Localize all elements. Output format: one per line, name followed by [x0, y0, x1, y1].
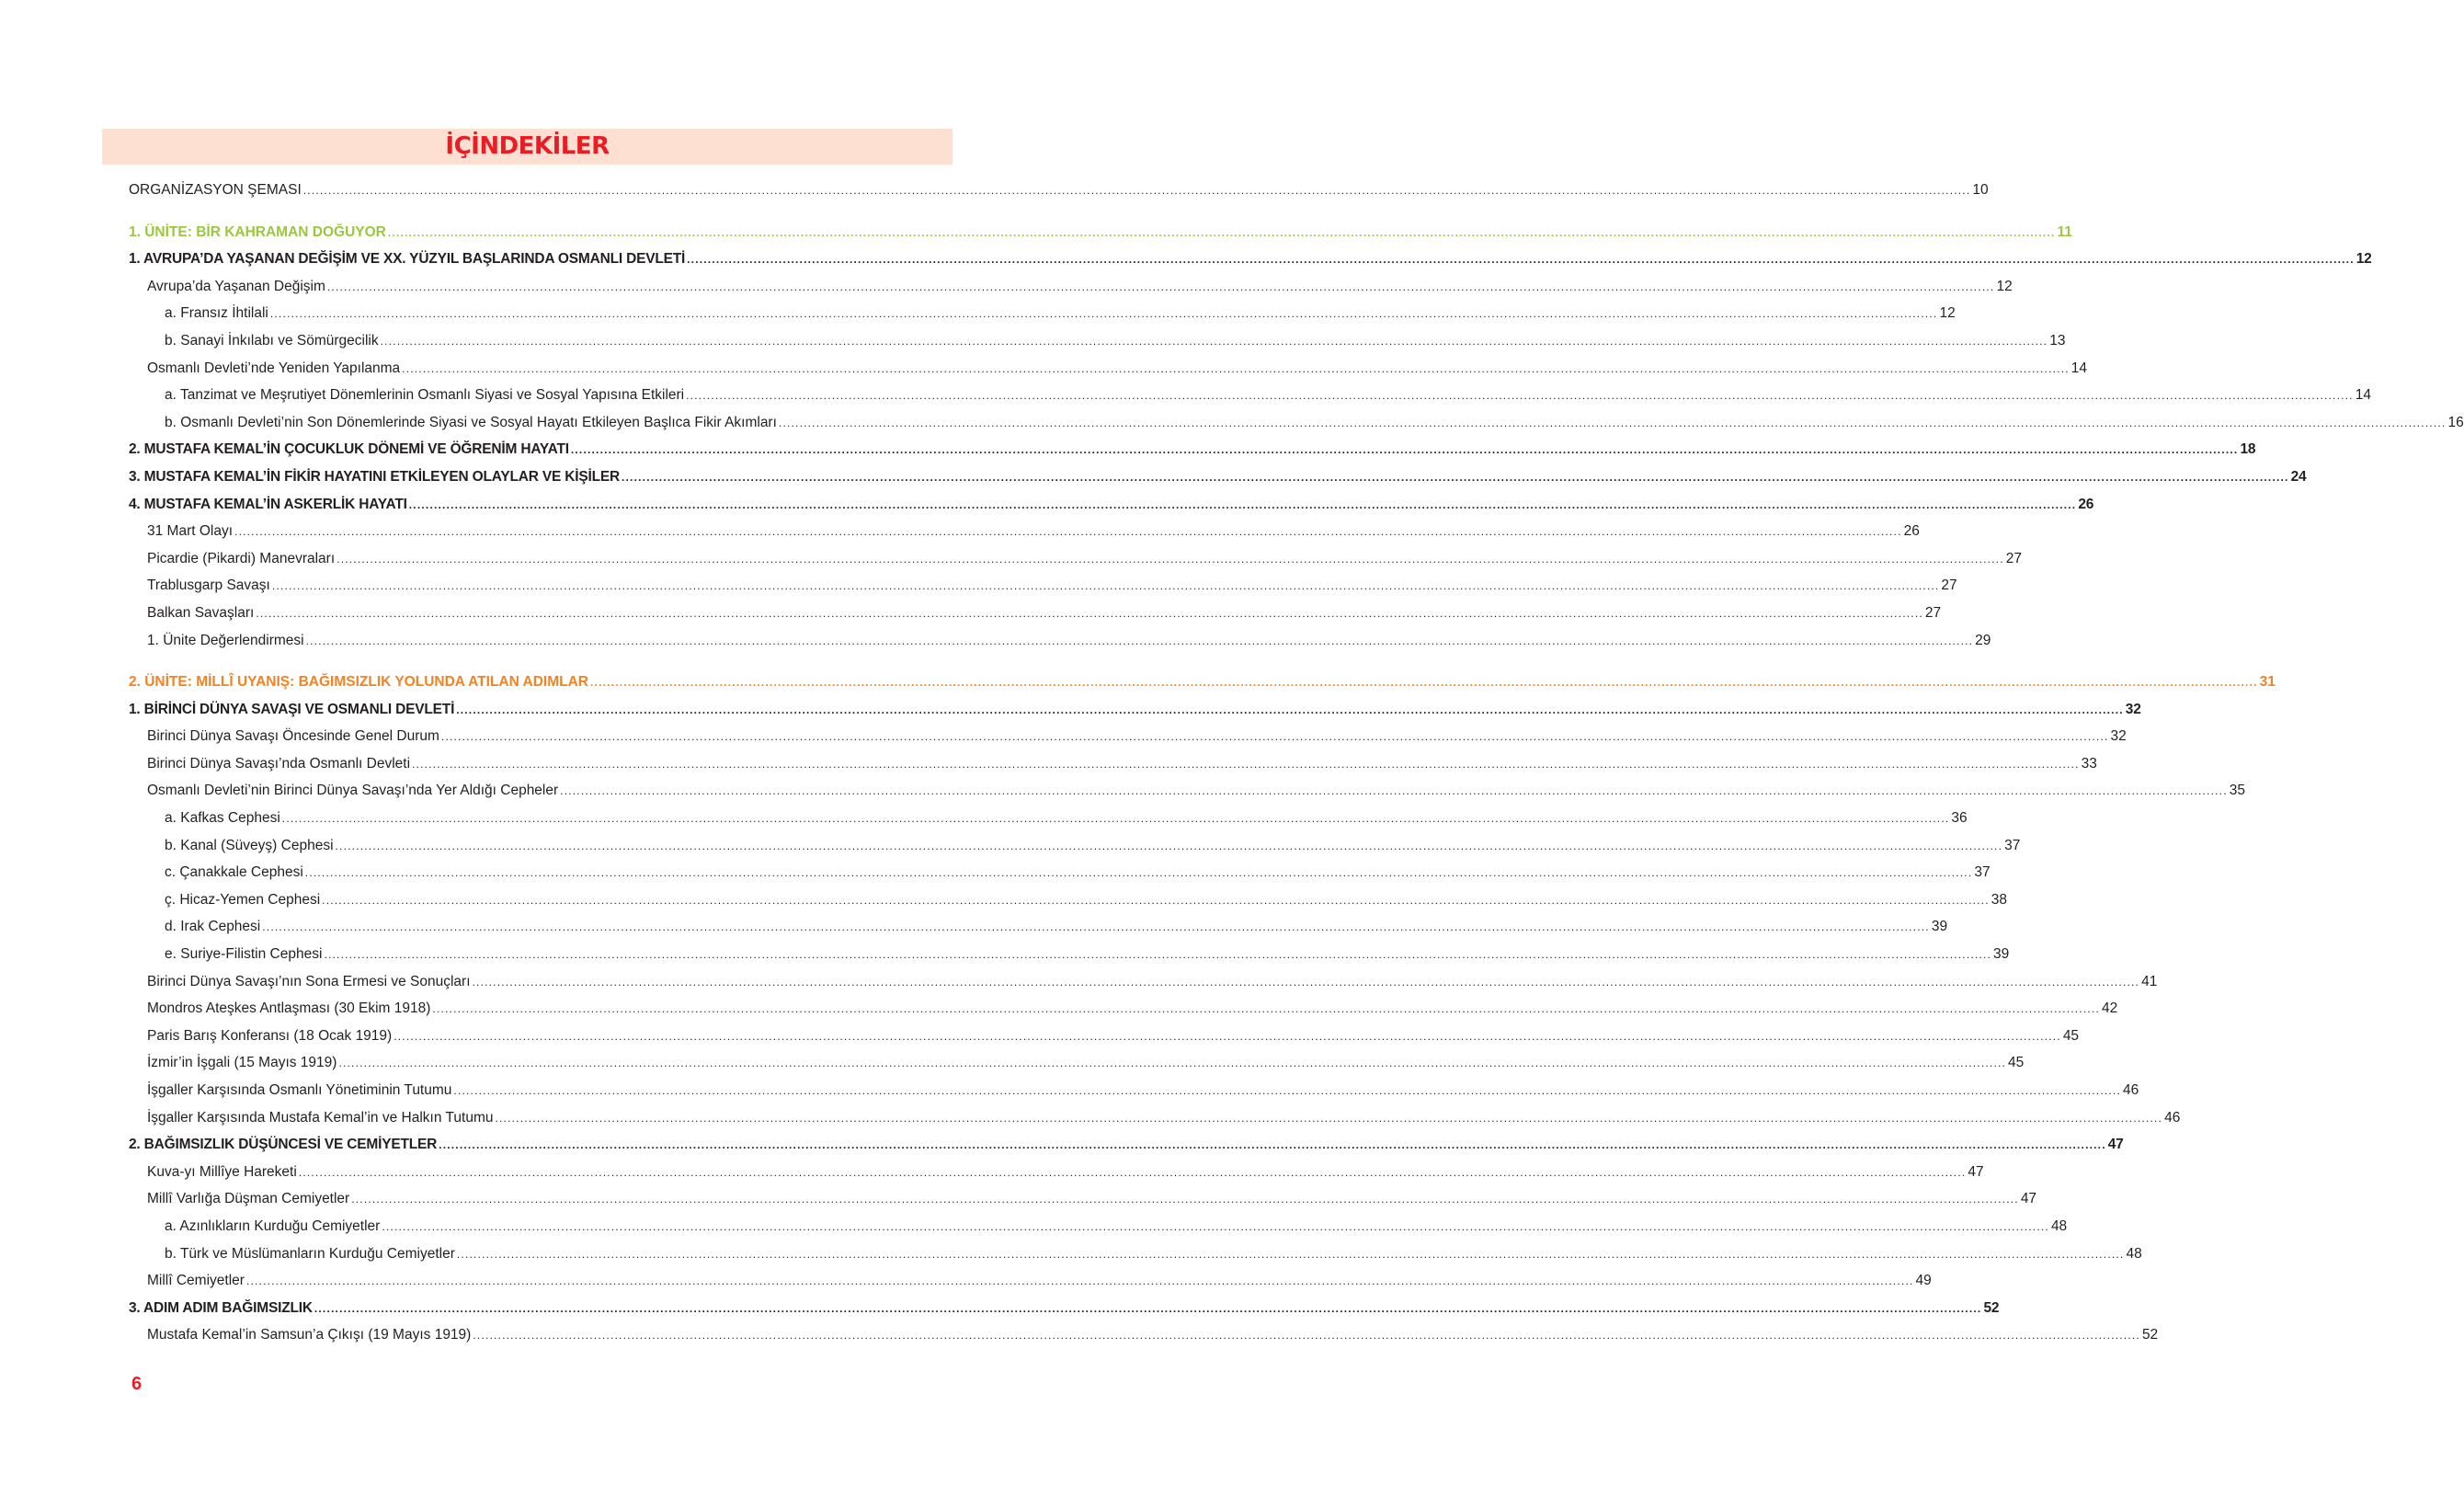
entry-label: İzmir’in İşgali (15 Mayıs 1919) — [147, 1055, 337, 1071]
entry-label: 2. MUSTAFA KEMAL’İN ÇOCUKLUK DÖNEMİ VE ÖĞRENİM HAYATI — [129, 441, 569, 458]
toc-chapter[interactable] — [129, 1137, 2124, 1164]
dot-leader: ................................................................................................................................................................................................................................................................................................................................................................................................................ — [269, 307, 1938, 321]
entry-page: 52 — [1983, 1299, 2000, 1316]
entry-page: 14 — [2070, 360, 2088, 376]
dot-leader: ................................................................................................................................................................................................................................................................................................................................................................................................................ — [305, 634, 1974, 647]
toc-entry[interactable] — [129, 523, 1920, 551]
toc-chapter[interactable] — [129, 441, 2256, 469]
entry-page: 38 — [1991, 891, 2007, 908]
dot-leader: ................................................................................................................................................................................................................................................................................................................................................................................................................ — [495, 1111, 2163, 1125]
entry-label: Avrupa’da Yaşanan Değişim — [147, 278, 325, 294]
toc-entry[interactable] — [129, 1027, 2080, 1056]
toc-unit-heading[interactable] — [129, 223, 2072, 252]
dot-leader: ................................................................................................................................................................................................................................................................................................................................................................................................................ — [380, 334, 2048, 348]
dot-leader: ................................................................................................................................................................................................................................................................................................................................................................................................................ — [456, 1247, 2125, 1261]
entry-page: 32 — [2125, 701, 2141, 717]
toc-entry[interactable] — [129, 1109, 2181, 1137]
entry-page: 14 — [2355, 387, 2371, 404]
toc-entry[interactable] — [129, 387, 2371, 415]
entry-label: b. Kanal (Süveyş) Cephesi — [165, 837, 334, 853]
entry-label: a. Azınlıkların Kurduğu Cemiyetler — [165, 1217, 381, 1234]
entry-label: Trablusgarp Savaşı — [147, 577, 270, 594]
entry-page: 27 — [1924, 604, 1942, 621]
entry-page: 31 — [2259, 674, 2276, 691]
dot-leader: ................................................................................................................................................................................................................................................................................................................................................................................................................ — [271, 579, 1940, 593]
dot-leader: ................................................................................................................................................................................................................................................................................................................................................................................................................ — [351, 1193, 2019, 1206]
entry-page: 32 — [2110, 728, 2127, 745]
toc-entry[interactable] — [129, 1217, 2068, 1246]
entry-label: Kuva-yı Millîye Hareketi — [147, 1163, 297, 1180]
dot-leader: ................................................................................................................................................................................................................................................................................................................................................................................................................ — [570, 443, 2239, 457]
entry-page: 45 — [2062, 1027, 2080, 1044]
toc-entry[interactable] — [129, 946, 2010, 974]
toc-entry[interactable] — [129, 728, 2127, 756]
dot-leader: ................................................................................................................................................................................................................................................................................................................................................................................................................ — [262, 920, 1930, 934]
entry-page: 33 — [2081, 755, 2097, 772]
entry-page: 47 — [1968, 1163, 1984, 1180]
entry-label: Birinci Dünya Savaşı’nda Osmanlı Devleti — [147, 755, 411, 772]
entry-label: a. Fransız İhtilali — [165, 305, 268, 322]
dot-leader: ................................................................................................................................................................................................................................................................................................................................................................................................................ — [245, 1275, 1914, 1288]
entry-page: 26 — [1903, 523, 1920, 540]
entry-page: 13 — [2049, 332, 2066, 349]
entry-label: 2. BAĞIMSIZLIK DÜŞÜNCESİ VE CEMİYETLER — [129, 1137, 438, 1153]
entry-label: 31 Mart Olayı — [147, 523, 234, 540]
entry-page: 26 — [2078, 496, 2094, 512]
toc-unit-heading[interactable] — [129, 674, 2276, 702]
entry-label: 1. Ünite Değerlendirmesi — [147, 632, 304, 648]
dot-leader: ................................................................................................................................................................................................................................................................................................................................................................................................................ — [387, 225, 2056, 239]
entry-label: 3. MUSTAFA KEMAL’İN FİKİR HAYATINI ETKİLEYEN OLAYLAR VE KİŞİLER — [129, 468, 620, 485]
dot-leader: ................................................................................................................................................................................................................................................................................................................................................................................................................ — [412, 757, 2080, 771]
entry-page: 36 — [1951, 810, 1968, 827]
toc-chapter[interactable] — [129, 496, 2094, 524]
toc-chapter[interactable] — [129, 701, 2141, 729]
toc-entry[interactable] — [129, 360, 2088, 388]
entry-page: 39 — [1931, 919, 1948, 935]
entry-page: 37 — [2004, 837, 2021, 853]
toc-entry[interactable] — [129, 577, 1957, 605]
entry-page: 18 — [2240, 441, 2256, 458]
table-of-contents — [129, 182, 2464, 1355]
entry-label: Osmanlı Devleti’nde Yeniden Yapılanma — [147, 360, 401, 376]
entry-label: Birinci Dünya Savaşı’nın Sona Ermesi ve Sonuçları — [147, 973, 471, 989]
dot-leader: ................................................................................................................................................................................................................................................................................................................................................................................................................ — [326, 280, 1995, 293]
toc-entry[interactable] — [129, 1082, 2139, 1110]
toc-entry[interactable] — [129, 550, 2022, 578]
entry-label: Millî Varlığa Düşman Cemiyetler — [147, 1191, 350, 1207]
entry-page: 48 — [2126, 1245, 2142, 1262]
dot-leader: ................................................................................................................................................................................................................................................................................................................................................................................................................ — [456, 703, 2124, 716]
toc-entry[interactable] — [129, 1327, 2159, 1355]
entry-page: 46 — [2123, 1082, 2139, 1098]
entry-label: 2. ÜNİTE: MİLLÎ UYANIŞ: BAĞIMSIZLIK YOLUNDA ATILAN ADIMLAR — [129, 674, 589, 691]
dot-leader: ................................................................................................................................................................................................................................................................................................................................................................................................................ — [324, 948, 1992, 962]
dot-leader: ................................................................................................................................................................................................................................................................................................................................................................................................................ — [335, 839, 2003, 852]
entry-page: 29 — [1975, 632, 1991, 648]
entry-page: 27 — [2005, 550, 2022, 566]
dot-leader: ................................................................................................................................................................................................................................................................................................................................................................................................................ — [473, 1329, 2140, 1343]
dot-leader: ................................................................................................................................................................................................................................................................................................................................................................................................................ — [590, 676, 2258, 690]
entry-label: 1. AVRUPA’DA YAŞANAN DEĞİŞİM VE XX. YÜZYIL BAŞLARINDA OSMANLI DEVLETİ — [129, 251, 686, 268]
entry-page: 41 — [2141, 973, 2158, 989]
entry-page: 42 — [2102, 1000, 2118, 1017]
dot-leader: ................................................................................................................................................................................................................................................................................................................................................................................................................ — [302, 184, 1971, 197]
toc-entry[interactable] — [129, 891, 2007, 920]
entry-page: 37 — [1974, 864, 1991, 881]
entry-page: 45 — [2008, 1055, 2025, 1071]
toc-chapter[interactable] — [129, 468, 2307, 497]
entry-label: b. Türk ve Müslümanların Kurduğu Cemiyetler — [165, 1245, 455, 1262]
dot-leader: ................................................................................................................................................................................................................................................................................................................................................................................................................ — [686, 389, 2354, 403]
entry-label: c. Çanakkale Cephesi — [165, 864, 303, 881]
entry-label: a. Tanzimat ve Meşrutiyet Dönemlerinin Osmanlı Siyasi ve Sosyal Yapısına Etkileri — [165, 387, 685, 404]
entry-label: İşgaller Karşısında Osmanlı Yönetiminin Tutumu — [147, 1082, 452, 1098]
dot-leader: ................................................................................................................................................................................................................................................................................................................................................................................................................ — [256, 606, 1923, 620]
entry-page: 46 — [2164, 1109, 2181, 1126]
dot-leader: ................................................................................................................................................................................................................................................................................................................................................................................................................ — [322, 893, 1990, 907]
dot-leader: ................................................................................................................................................................................................................................................................................................................................................................................................................ — [382, 1219, 2049, 1233]
dot-leader: ................................................................................................................................................................................................................................................................................................................................................................................................................ — [402, 361, 2070, 375]
entry-page: 49 — [1915, 1273, 1932, 1289]
dot-leader: ................................................................................................................................................................................................................................................................................................................................................................................................................ — [337, 552, 2004, 566]
dot-leader: ................................................................................................................................................................................................................................................................................................................................................................................................................ — [304, 866, 1973, 880]
page-title: İÇİNDEKİLER — [445, 132, 610, 160]
toc-entry[interactable] — [129, 604, 1942, 633]
dot-leader: ................................................................................................................................................................................................................................................................................................................................................................................................................ — [440, 730, 2109, 744]
entry-page: 24 — [2290, 468, 2307, 485]
toc-entry[interactable] — [129, 1055, 2025, 1082]
entry-label: Mondros Ateşkes Antlaşması (30 Ekim 1918) — [147, 1000, 431, 1017]
dot-leader: ................................................................................................................................................................................................................................................................................................................................................................................................................ — [281, 812, 1950, 826]
entry-label: Osmanlı Devleti’nin Birinci Dünya Savaşı’nda Yer Aldığı Cepheler — [147, 783, 559, 799]
entry-page: 11 — [2057, 223, 2072, 240]
entry-page: 10 — [1972, 182, 1989, 198]
entry-page: 16 — [2447, 414, 2464, 430]
dot-leader: ................................................................................................................................................................................................................................................................................................................................................................................................................ — [687, 253, 2355, 267]
entry-label: d. Irak Cephesi — [165, 919, 261, 935]
entry-label: b. Osmanlı Devleti’nin Son Dönemlerinde Siyasi ve Sosyal Hayatı Etkileyen Başlıca Fikir Akımları — [165, 414, 777, 430]
entry-page: 39 — [1993, 946, 2010, 963]
entry-label: e. Suriye-Filistin Cephesi — [165, 946, 323, 963]
dot-leader: ................................................................................................................................................................................................................................................................................................................................................................................................................ — [621, 470, 2289, 484]
dot-leader: ................................................................................................................................................................................................................................................................................................................................................................................................................ — [394, 1029, 2061, 1043]
toc-entry[interactable] — [129, 783, 2245, 810]
toc-entry[interactable] — [129, 1245, 2142, 1274]
toc-chapter[interactable] — [129, 251, 2372, 279]
entry-label: Paris Barış Konferansı (18 Ocak 1919) — [147, 1027, 393, 1044]
toc-entry[interactable] — [129, 755, 2097, 783]
entry-label: ORGANİZASYON ŞEMASI — [129, 182, 302, 198]
entry-label: 1. BİRİNCİ DÜNYA SAVAŞI VE OSMANLI DEVLETİ — [129, 701, 455, 717]
toc-chapter[interactable] — [129, 1299, 2000, 1328]
entry-page: 47 — [2020, 1191, 2037, 1207]
entry-page: 12 — [1996, 278, 2013, 294]
dot-leader: ................................................................................................................................................................................................................................................................................................................................................................................................................ — [408, 497, 2077, 511]
entry-label: Balkan Savaşları — [147, 604, 255, 621]
toc-entry[interactable] — [129, 305, 1956, 333]
dot-leader: ................................................................................................................................................................................................................................................................................................................................................................................................................ — [560, 784, 2228, 798]
page-number: 6 — [131, 1374, 143, 1394]
entry-page: 47 — [2107, 1137, 2124, 1153]
dot-leader: ................................................................................................................................................................................................................................................................................................................................................................................................................ — [432, 1002, 2101, 1016]
toc-entry[interactable] — [129, 332, 2066, 360]
toc-entry[interactable] — [129, 182, 1989, 210]
entry-label: Millî Cemiyetler — [147, 1273, 245, 1289]
toc-entry[interactable] — [129, 1191, 2037, 1218]
toc-entry[interactable] — [129, 810, 1968, 838]
entry-page: 35 — [2229, 783, 2245, 799]
entry-label: İşgaller Karşısında Mustafa Kemal’in ve Halkın Tutumu — [147, 1109, 494, 1126]
dot-leader: ................................................................................................................................................................................................................................................................................................................................................................................................................ — [338, 1057, 2007, 1070]
dot-leader: ................................................................................................................................................................................................................................................................................................................................................................................................................ — [472, 975, 2140, 989]
toc-entry[interactable] — [129, 414, 2464, 442]
entry-page: 48 — [2050, 1217, 2068, 1234]
entry-label: a. Kafkas Cephesi — [165, 810, 280, 827]
toc-entry[interactable] — [129, 1000, 2118, 1028]
dot-leader: ................................................................................................................................................................................................................................................................................................................................................................................................................ — [314, 1301, 1982, 1315]
entry-page: 27 — [1941, 577, 1957, 594]
entry-label: 1. ÜNİTE: BİR KAHRAMAN DOĞUYOR — [129, 223, 386, 240]
entry-label: 3. ADIM ADIM BAĞIMSIZLIK — [129, 1299, 313, 1316]
toc-entry[interactable] — [129, 632, 1991, 660]
entry-label: Picardie (Pikardi) Manevraları — [147, 550, 336, 566]
dot-leader: ................................................................................................................................................................................................................................................................................................................................................................................................................ — [778, 416, 2447, 429]
toc-entry[interactable] — [129, 1273, 1932, 1300]
entry-label: Birinci Dünya Savaşı Öncesinde Genel Durum — [147, 728, 439, 745]
toc-entry[interactable] — [129, 837, 2021, 865]
toc-entry[interactable] — [129, 278, 2013, 306]
entry-page: 12 — [2356, 251, 2372, 268]
dot-leader: ................................................................................................................................................................................................................................................................................................................................................................................................................ — [453, 1084, 2121, 1097]
dot-leader: ................................................................................................................................................................................................................................................................................................................................................................................................................ — [439, 1138, 2106, 1152]
toc-entry[interactable] — [129, 973, 2158, 1001]
entry-label: 4. MUSTAFA KEMAL’İN ASKERLİK HAYATI — [129, 496, 407, 512]
dot-leader: ................................................................................................................................................................................................................................................................................................................................................................................................................ — [234, 525, 1902, 539]
entry-label: Mustafa Kemal’in Samsun’a Çıkışı (19 Mayıs 1919) — [147, 1327, 472, 1343]
toc-entry[interactable] — [129, 919, 1948, 946]
entry-page: 12 — [1939, 305, 1956, 322]
toc-entry[interactable] — [129, 1163, 1984, 1192]
entry-page: 52 — [2141, 1327, 2159, 1343]
entry-label: b. Sanayi İnkılabı ve Sömürgecilik — [165, 332, 379, 349]
toc-entry[interactable] — [129, 864, 1991, 892]
entry-label: ç. Hicaz-Yemen Cephesi — [165, 891, 321, 908]
dot-leader: ................................................................................................................................................................................................................................................................................................................................................................................................................ — [298, 1165, 1967, 1179]
